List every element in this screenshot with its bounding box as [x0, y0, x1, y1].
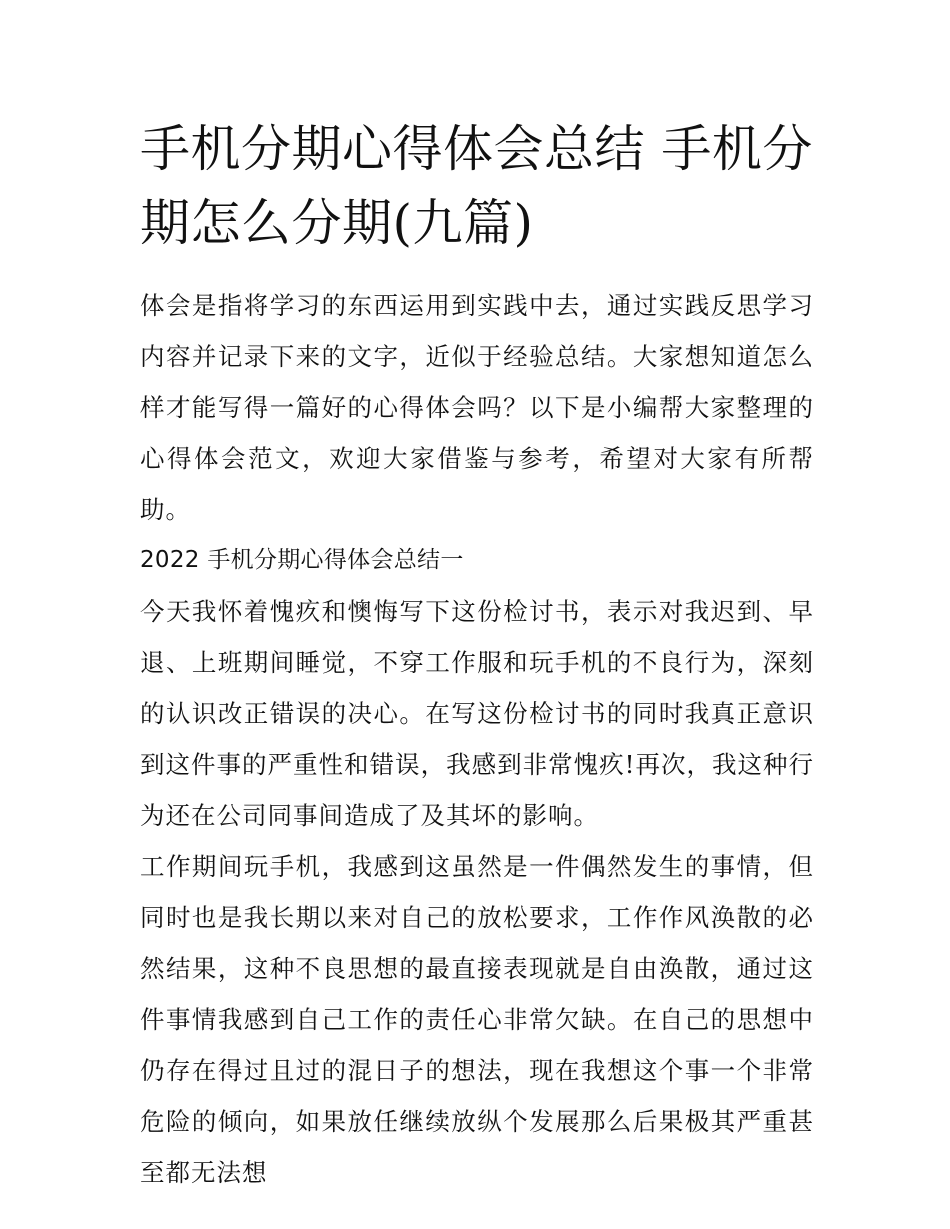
document-title: 手机分期心得体会总结 手机分期怎么分期(九篇): [140, 120, 813, 252]
document-body: [140, 280, 814, 1198]
body-paragraph-2: 工作期间玩手机，我感到这虽然是一件偶然发生的事情，但同时也是我长期以来对自己的放松要求，工作作风涣散的必然结果，这种不良思想的最直接表现就是自由涣散，通过这件事情我感到自己工作的责任心非常欠缺。在自己的思想中仍存在得过且过的混日子的想法，现在我想这个事一个非常危险的倾向，如果放任继续放纵个发展那么后果极其严重甚至都无法想: [140, 852, 814, 1187]
section-heading: 2022 手机分期心得体会总结一: [140, 547, 464, 573]
body-paragraph-1: 今天我怀着愧疚和懊悔写下这份检讨书，表示对我迟到、早退、上班期间睡觉，不穿工作服和玩手机的不良行为，深刻的认识改正错误的决心。在写这份检讨书的同时我真正意识到这件事的严重性和错误，我感到非常愧疚!再次，我这种行为还在公司同事间造成了及其坏的影响。: [140, 597, 814, 830]
intro-paragraph: 体会是指将学习的东西运用到实践中去，通过实践反思学习内容并记录下来的文字，近似于经验总结。大家想知道怎么样才能写得一篇好的心得体会吗？以下是小编帮大家整理的心得体会范文，欢迎大家借鉴与参考，希望对大家有所帮助。: [140, 291, 814, 524]
